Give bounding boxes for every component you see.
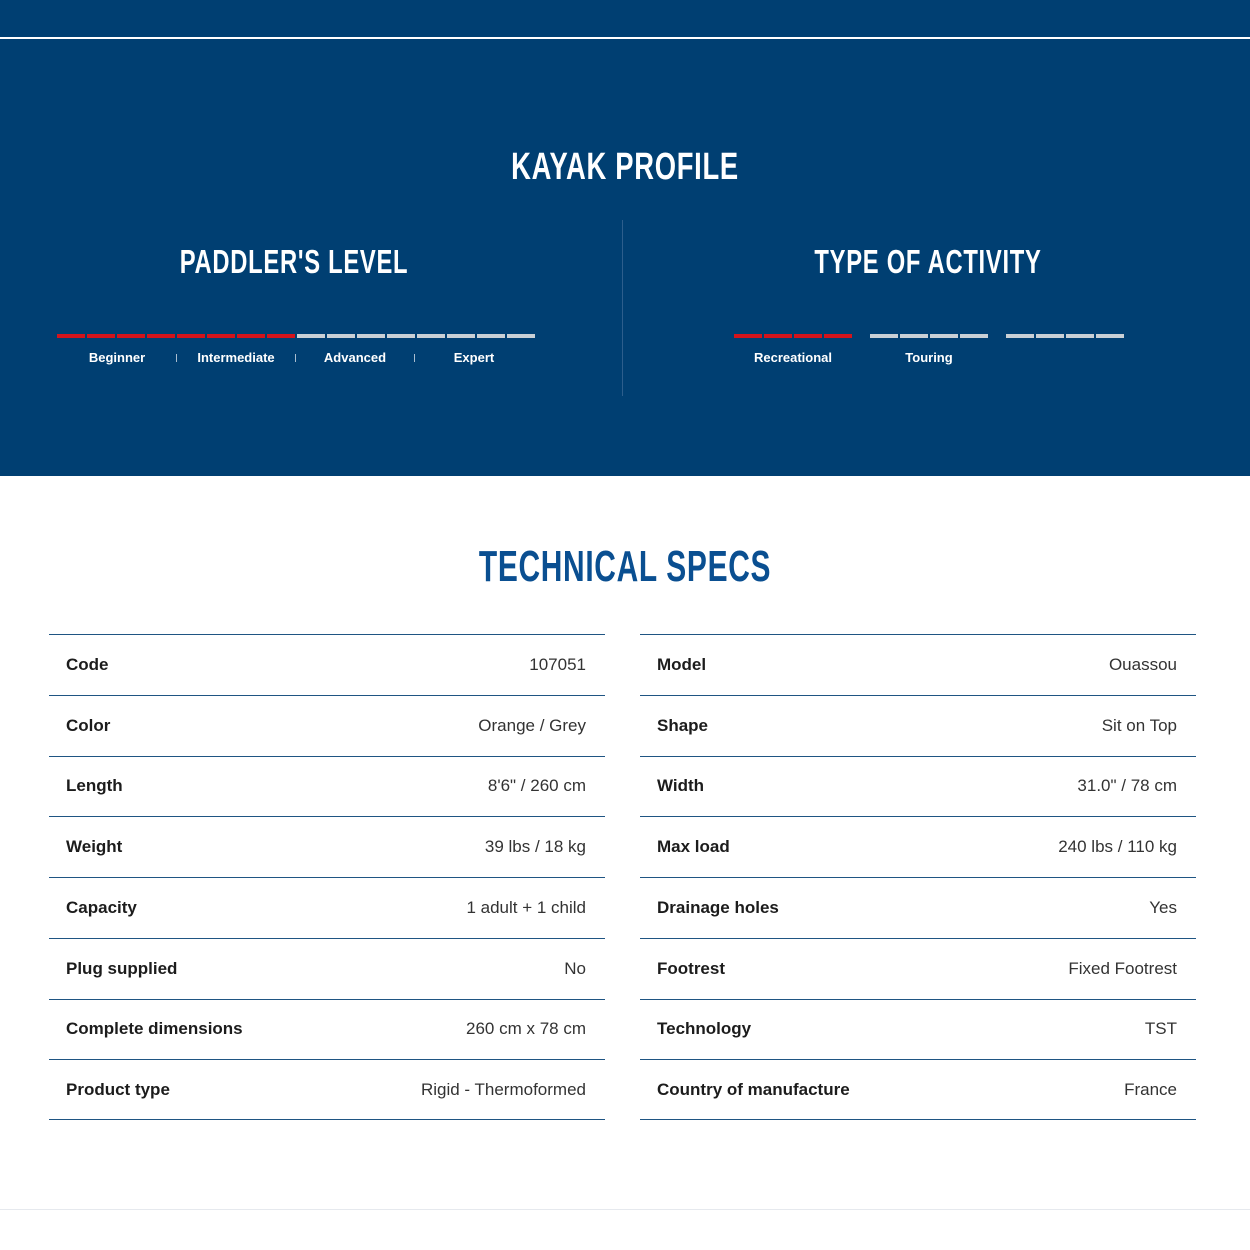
activity-segment	[764, 334, 792, 338]
spec-label: Width	[657, 776, 705, 796]
activity-segment	[1096, 334, 1124, 338]
spec-value: Sit on Top	[1101, 715, 1177, 735]
spec-row	[49, 816, 605, 877]
level-label-intermediate: Intermediate	[197, 350, 275, 365]
spec-label: Weight	[66, 837, 123, 857]
spec-row	[49, 695, 605, 756]
level-tick	[414, 354, 415, 362]
spec-label: Length	[66, 776, 123, 796]
level-segment	[177, 334, 205, 338]
level-segment	[57, 334, 85, 338]
spec-label: Footrest	[657, 958, 725, 978]
spec-row	[640, 816, 1196, 877]
spec-value: France	[1124, 1079, 1177, 1099]
spec-row	[640, 756, 1196, 817]
level-segment	[117, 334, 145, 338]
spec-value: Ouassou	[1108, 654, 1177, 674]
level-segment	[477, 334, 505, 338]
activity-segment	[824, 334, 852, 338]
level-segment	[447, 334, 475, 338]
activity-segment	[1066, 334, 1094, 338]
spec-label: Complete dimensions	[66, 1019, 243, 1039]
spec-value: TST	[1144, 1019, 1177, 1039]
level-segment	[87, 334, 115, 338]
spec-label: Plug supplied	[66, 958, 178, 978]
spec-row	[49, 877, 605, 938]
level-segment	[357, 334, 385, 338]
profile-vertical-divider	[622, 220, 623, 396]
spec-value: 31.0" / 78 cm	[1077, 776, 1177, 796]
spec-value: 1 adult + 1 child	[466, 897, 586, 917]
kayak-profile-section	[0, 0, 1250, 476]
activity-segment	[1006, 334, 1034, 338]
spec-row	[640, 634, 1196, 695]
spec-value: Yes	[1149, 897, 1177, 917]
spec-value: Fixed Footrest	[1068, 958, 1177, 978]
top-divider	[0, 37, 1250, 39]
level-segment	[417, 334, 445, 338]
technical-specs-title: TECHNICAL SPECS	[478, 542, 772, 591]
spec-value: Orange / Grey	[478, 715, 586, 735]
spec-value: No	[564, 958, 586, 978]
spec-label: Model	[657, 654, 707, 674]
spec-label: Technology	[657, 1019, 752, 1039]
spec-row	[49, 756, 605, 817]
activity-segment	[794, 334, 822, 338]
activity-segment	[734, 334, 762, 338]
level-label-beginner: Beginner	[88, 350, 146, 365]
spec-value: 39 lbs / 18 kg	[484, 837, 586, 857]
level-segment	[147, 334, 175, 338]
spec-label: Max load	[657, 837, 730, 857]
activity-segment	[900, 334, 928, 338]
level-segment	[207, 334, 235, 338]
activity-type-title: TYPE OF ACTIVITY	[814, 243, 1042, 280]
profile-title: KAYAK PROFILE	[511, 146, 739, 188]
level-segment	[297, 334, 325, 338]
activity-segment	[870, 334, 898, 338]
spec-label: Capacity	[66, 897, 137, 917]
level-segment	[327, 334, 355, 338]
level-segment	[237, 334, 265, 338]
spec-row	[49, 999, 605, 1060]
activity-segment	[1036, 334, 1064, 338]
spec-label: Drainage holes	[657, 897, 779, 917]
level-segment	[507, 334, 535, 338]
spec-row	[640, 877, 1196, 938]
activity-label-touring: Touring	[905, 350, 953, 365]
spec-row	[640, 1059, 1196, 1120]
footer-divider	[0, 1209, 1250, 1210]
level-label-expert: Expert	[453, 350, 495, 365]
paddler-level-title: PADDLER'S LEVEL	[179, 243, 409, 280]
spec-row	[49, 1059, 605, 1120]
specs-table-left	[49, 634, 605, 1120]
level-tick	[176, 354, 177, 362]
spec-row	[640, 999, 1196, 1060]
spec-value: 107051	[529, 654, 586, 674]
spec-label: Country of manufacture	[657, 1079, 850, 1099]
spec-value: 8'6" / 260 cm	[487, 776, 586, 796]
spec-row	[49, 938, 605, 999]
spec-label: Code	[66, 654, 109, 674]
spec-label: Shape	[657, 715, 709, 735]
level-label-advanced: Advanced	[323, 350, 387, 365]
specs-table-right	[640, 634, 1196, 1120]
spec-value: 240 lbs / 110 kg	[1058, 837, 1177, 857]
activity-label-recreational: Recreational	[753, 350, 833, 365]
level-segment	[267, 334, 295, 338]
spec-label: Product type	[66, 1079, 170, 1099]
level-segment	[387, 334, 415, 338]
level-tick	[295, 354, 296, 362]
spec-row	[49, 634, 605, 695]
activity-segment	[960, 334, 988, 338]
spec-value: 260 cm x 78 cm	[466, 1019, 586, 1039]
spec-label: Color	[66, 715, 111, 735]
activity-segment	[930, 334, 958, 338]
spec-row	[640, 695, 1196, 756]
spec-row	[640, 938, 1196, 999]
spec-value: Rigid - Thermoformed	[420, 1079, 586, 1099]
